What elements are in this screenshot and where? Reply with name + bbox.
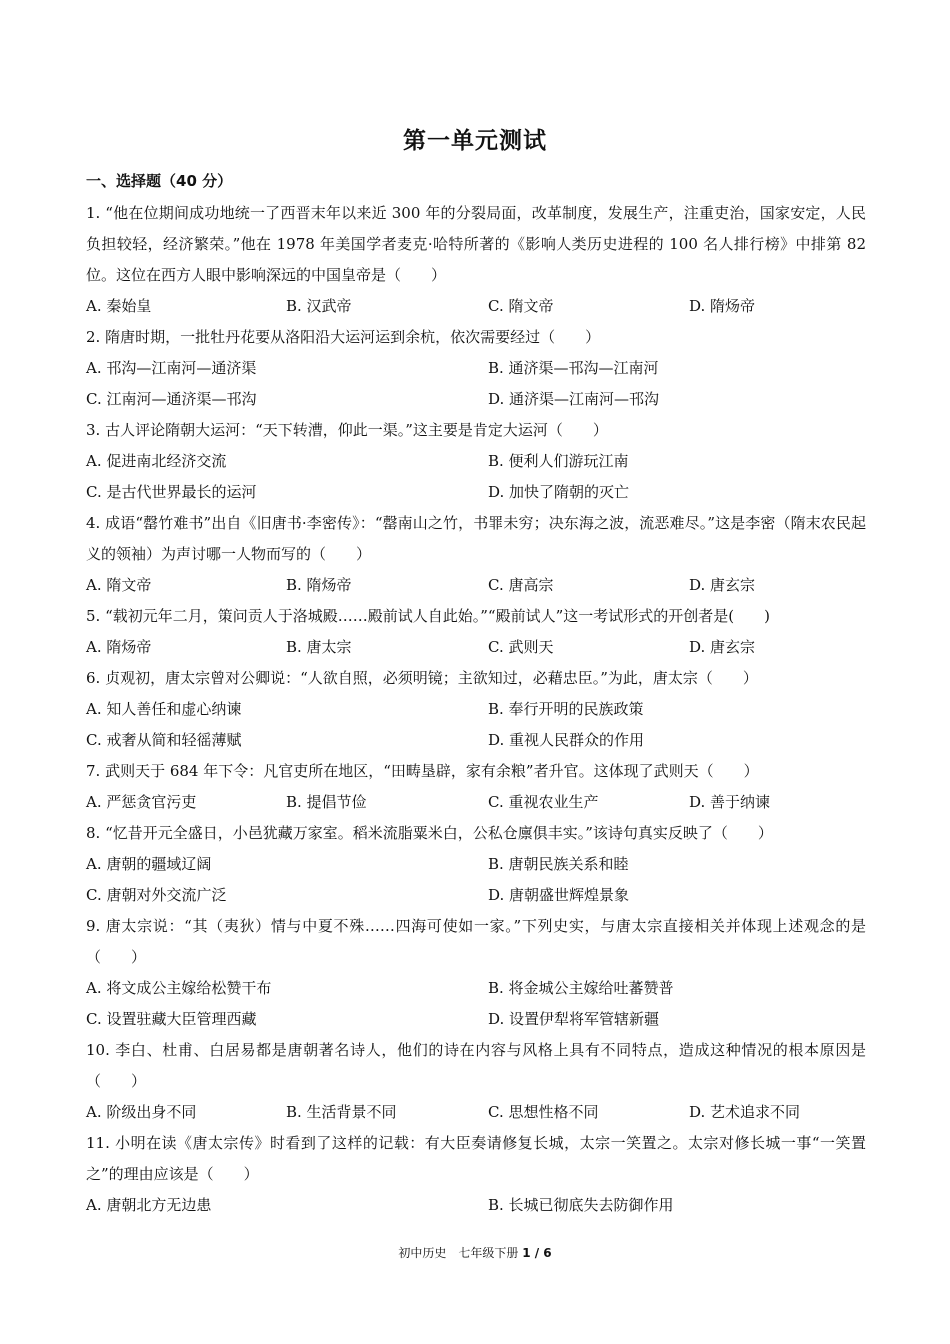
page-number: 1 / 6: [522, 1246, 552, 1260]
option-a: A. 唐朝北方无边患: [86, 1196, 212, 1214]
question-stem: 1. “他在位期间成功地统一了西晋末年以来近 300 年的分裂局面，改革制度，发展生产，注重吏治，国家安定，人民负担较轻，经济繁荣。”他在 1978 年美国学者麦克·哈特所著的《影响人类历史进程的 100 名人排行榜》中排第 82 位。这位在西方人眼中影响深远的中国皇帝是（ ）: [86, 204, 866, 284]
option-b: B. 唐朝民族关系和睦: [488, 855, 629, 873]
page-title: 第一单元测试: [403, 128, 547, 154]
question-list: [86, 198, 866, 1221]
option-c: C. 思想性格不同: [488, 1103, 599, 1121]
question-10: [86, 1035, 866, 1128]
option-row: [86, 787, 866, 818]
question-5: [86, 601, 866, 663]
option-d: D. 设置伊犁将军管辖新疆: [488, 1010, 660, 1028]
option-row: [86, 632, 866, 663]
option-row: [86, 446, 866, 477]
option-row: [86, 725, 866, 756]
option-row: [86, 973, 866, 1004]
option-a: A. 唐朝的疆域辽阔: [86, 855, 212, 873]
question-2: [86, 322, 866, 415]
option-row: [86, 1004, 866, 1035]
option-d: D. 唐玄宗: [689, 576, 756, 594]
option-b: B. 唐太宗: [286, 638, 352, 656]
option-d: D. 艺术追求不同: [689, 1103, 801, 1121]
question-stem: 7. 武则天于 684 年下令：凡官吏所在地区，“田畴垦辟，家有余粮”者升官。这体现了武则天（ ）: [86, 762, 759, 780]
option-c: C. 唐朝对外交流广泛: [86, 886, 227, 904]
option-c: C. 江南河—通济渠—邗沟: [86, 390, 257, 408]
option-a: A. 严惩贪官污吏: [86, 793, 197, 811]
option-row: [86, 1190, 866, 1221]
question-1: [86, 198, 866, 322]
question-9: [86, 911, 866, 1035]
section-heading: 一、选择题（40 分）: [86, 172, 233, 190]
question-stem: 5. “载初元年二月，策问贡人于洛城殿……殿前试人自此始。”“殿前试人”这一考试形式的开创者是( ): [86, 607, 770, 625]
option-row: [86, 694, 866, 725]
option-b: B. 隋炀帝: [286, 576, 352, 594]
option-b: B. 提倡节俭: [286, 793, 367, 811]
option-a: A. 知人善任和虚心纳谏: [86, 700, 242, 718]
option-c: C. 戒奢从简和轻徭薄赋: [86, 731, 242, 749]
option-row: [86, 880, 866, 911]
option-b: B. 奉行开明的民族政策: [488, 700, 644, 718]
option-b: B. 便利人们游玩江南: [488, 452, 629, 470]
question-stem: 2. 隋唐时期，一批牡丹花要从洛阳沿大运河运到余杭，依次需要经过（ ）: [86, 328, 601, 346]
option-c: C. 唐高宗: [488, 576, 554, 594]
question-stem: 6. 贞观初，唐太宗曾对公卿说：“人欲自照，必须明镜；主欲知过，必藉忠臣。”为此，唐太宗（ ）: [86, 669, 758, 687]
option-d: D. 善于纳谏: [689, 793, 771, 811]
option-b: B. 长城已彻底失去防御作用: [488, 1196, 674, 1214]
question-3: [86, 415, 866, 508]
option-row: [86, 849, 866, 880]
option-d: D. 唐朝盛世辉煌景象: [488, 886, 630, 904]
question-4: [86, 508, 866, 601]
option-row: [86, 477, 866, 508]
option-c: C. 武则天: [488, 638, 554, 656]
option-c: C. 隋文帝: [488, 297, 554, 315]
option-b: B. 通济渠—邗沟—江南河: [488, 359, 659, 377]
question-stem: 9. 唐太宗说：“其（夷狄）情与中夏不殊……四海可使如一家。”下列史实，与唐太宗直接相关并体现上述观念的是（ ）: [86, 917, 866, 966]
option-c: C. 重视农业生产: [488, 793, 599, 811]
option-b: B. 生活背景不同: [286, 1103, 397, 1121]
option-d: D. 唐玄宗: [689, 638, 756, 656]
question-stem: 10. 李白、杜甫、白居易都是唐朝著名诗人，他们的诗在内容与风格上具有不同特点，造成这种情况的根本原因是（ ）: [86, 1041, 866, 1090]
option-c: C. 是古代世界最长的运河: [86, 483, 257, 501]
option-row: [86, 1097, 866, 1128]
option-a: A. 隋炀帝: [86, 638, 152, 656]
option-b: B. 汉武帝: [286, 297, 352, 315]
option-a: A. 阶级出身不同: [86, 1103, 197, 1121]
option-d: D. 隋炀帝: [689, 297, 756, 315]
option-d: D. 重视人民群众的作用: [488, 731, 645, 749]
option-a: A. 邗沟—江南河—通济渠: [86, 359, 257, 377]
option-a: A. 隋文帝: [86, 576, 152, 594]
question-stem: 3. 古人评论隋朝大运河：“天下转漕，仰此一渠。”这主要是肯定大运河（ ）: [86, 421, 608, 439]
option-row: [86, 570, 866, 601]
option-a: A. 秦始皇: [86, 297, 152, 315]
option-a: A. 促进南北经济交流: [86, 452, 227, 470]
question-stem: 4. 成语“罄竹难书”出自《旧唐书·李密传》：“罄南山之竹，书罪未穷；决东海之波，流恶难尽。”这是李密（隋末农民起义的领袖）为声讨哪一人物而写的（ ）: [86, 514, 866, 563]
option-b: B. 将金城公主嫁给吐蕃赞普: [488, 979, 674, 997]
option-d: D. 加快了隋朝的灭亡: [488, 483, 630, 501]
option-a: A. 将文成公主嫁给松赞干布: [86, 979, 272, 997]
page-footer: [0, 1244, 950, 1261]
footer-subject: 初中历史 七年级下册: [398, 1246, 519, 1260]
option-c: C. 设置驻藏大臣管理西藏: [86, 1010, 257, 1028]
question-stem: 11. 小明在读《唐太宗传》时看到了这样的记载：有大臣奏请修复长城，太宗一笑置之。太宗对修长城一事“一笑置之”的理由应该是（ ）: [86, 1134, 866, 1183]
question-6: [86, 663, 866, 756]
option-row: [86, 384, 866, 415]
option-d: D. 通济渠—江南河—邗沟: [488, 390, 660, 408]
option-row: [86, 353, 866, 384]
question-7: [86, 756, 866, 818]
question-8: [86, 818, 866, 911]
question-stem: 8. “忆昔开元全盛日，小邑犹藏万家室。稻米流脂粟米白，公私仓廪俱丰实。”该诗句真实反映了（ ）: [86, 824, 773, 842]
option-row: [86, 291, 866, 322]
question-11: [86, 1128, 866, 1221]
